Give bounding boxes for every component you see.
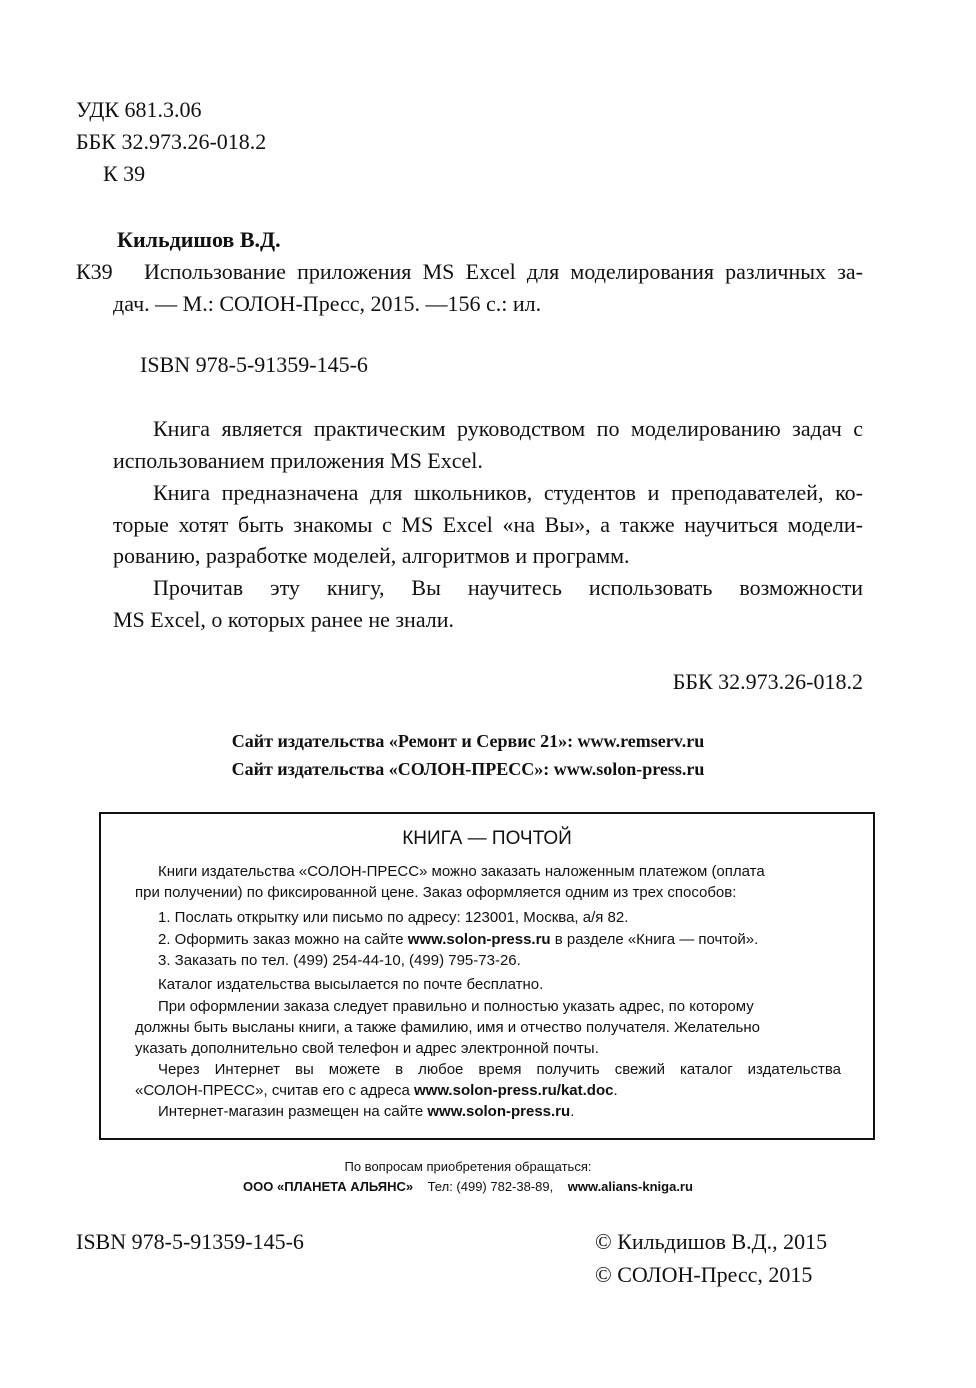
order-way-1: 1. Послать открытку или письмо по адресу: 123001, Москва, а/я 82. xyxy=(158,909,629,926)
annotation-p2-line2: торые хотят быть знакомы с MS Excel «на Вы», а также научиться модели- xyxy=(113,512,863,537)
order-note-line3: указать дополнительно свой телефон и адрес электронной почты. xyxy=(135,1040,599,1057)
annotation-p2-line3: рованию, разработке моделей, алгоритмов и программ. xyxy=(113,543,630,568)
bbk-code: ББК 32.973.26-018.2 xyxy=(76,129,267,154)
shop-note-suffix: . xyxy=(570,1103,575,1120)
order-way-3: 3. Заказать по тел. (499) 254-44-10, (499) 795-73-26. xyxy=(158,952,521,969)
bbk-code-right: ББК 32.973.26-018.2 xyxy=(672,669,863,694)
mail-intro-line1: Книги издательства «СОЛОН-ПРЕСС» можно заказать наложенным платежом (оплата xyxy=(158,863,765,880)
site-remserv: Сайт издательства «Ремонт и Сервис 21»: www.remserv.ru xyxy=(231,731,705,751)
internet-note-suffix: . xyxy=(613,1082,618,1099)
internet-note-line2 xyxy=(135,1082,618,1099)
entry-code: К39 xyxy=(76,259,113,284)
alians-site-link[interactable]: www.alians-kniga.ru xyxy=(567,1179,693,1194)
entry-description-line2: дач. — М.: СОЛОН-Пресс, 2015. —156 с.: ил. xyxy=(113,291,542,316)
company-name: ООО «ПЛАНЕТА АЛЬЯНС» xyxy=(243,1179,414,1194)
mail-order-box xyxy=(99,812,875,1140)
copyright-publisher: © СОЛОН-Пресс, 2015 xyxy=(595,1262,813,1287)
catalog-note: Каталог издательства высылается по почте бесплатно. xyxy=(158,976,544,993)
company-phone: Тел: (499) 782-38-89, xyxy=(427,1179,554,1194)
footer-isbn: ISBN 978-5-91359-145-6 xyxy=(76,1229,304,1254)
catalog-link[interactable]: www.solon-press.ru/kat.doc xyxy=(413,1082,614,1099)
entry-isbn: ISBN 978-5-91359-145-6 xyxy=(140,352,368,377)
shop-link[interactable]: www.solon-press.ru xyxy=(427,1103,571,1120)
mail-intro-line2: при получении) по фиксированной цене. Заказ оформляется одним из трех способов: xyxy=(135,884,737,901)
solon-site-link[interactable]: www.solon-press.ru xyxy=(407,931,551,948)
annotation-p1-line1: Книга является практическим руководством по моделированию задач с xyxy=(153,416,863,441)
annotation-p3-line1: Прочитав эту книгу, Вы научитесь использовать возможности xyxy=(153,575,863,600)
mail-order-title: КНИГА — ПОЧТОЙ xyxy=(402,828,572,849)
order-way-2 xyxy=(158,931,758,948)
internet-note-text: «СОЛОН-ПРЕСС», считав его с адреса xyxy=(135,1082,414,1099)
purchase-contacts xyxy=(0,1179,936,1194)
internet-note-line1: Через Интернет вы можете в любое время получить свежий каталог издательства xyxy=(158,1061,841,1078)
annotation-p3-line2: MS Excel, о которых ранее не знали. xyxy=(113,607,455,632)
order-way-2-text: 2. Оформить заказ можно на сайте xyxy=(158,931,408,948)
annotation-p1-line2: использованием приложения MS Excel. xyxy=(113,448,483,473)
shop-note-text: Интернет-магазин размещен на сайте xyxy=(158,1103,428,1120)
order-note-line2: должны быть высланы книги, а также фамилию, имя и отчество получателя. Желательно xyxy=(135,1019,760,1036)
order-way-2-suffix: в разделе «Книга — почтой». xyxy=(550,931,759,948)
purchase-question: По вопросам приобретения обращаться: xyxy=(344,1159,592,1174)
order-note-line1: При оформлении заказа следует правильно и полностью указать адрес, по которому xyxy=(158,998,754,1015)
shop-note xyxy=(158,1103,574,1120)
author-name: Кильдишов В.Д. xyxy=(117,227,281,252)
annotation-p2-line1: Книга предназначена для школьников, студентов и преподавателей, ко- xyxy=(153,480,863,505)
copyright-author: © Кильдишов В.Д., 2015 xyxy=(595,1229,828,1254)
site-solon: Сайт издательства «СОЛОН-ПРЕСС»: www.solon-press.ru xyxy=(231,759,705,779)
entry-description-line1: Использование приложения MS Excel для моделирования различных за- xyxy=(144,259,863,284)
udk-code: УДК 681.3.06 xyxy=(76,97,202,122)
author-mark: К 39 xyxy=(103,161,146,186)
